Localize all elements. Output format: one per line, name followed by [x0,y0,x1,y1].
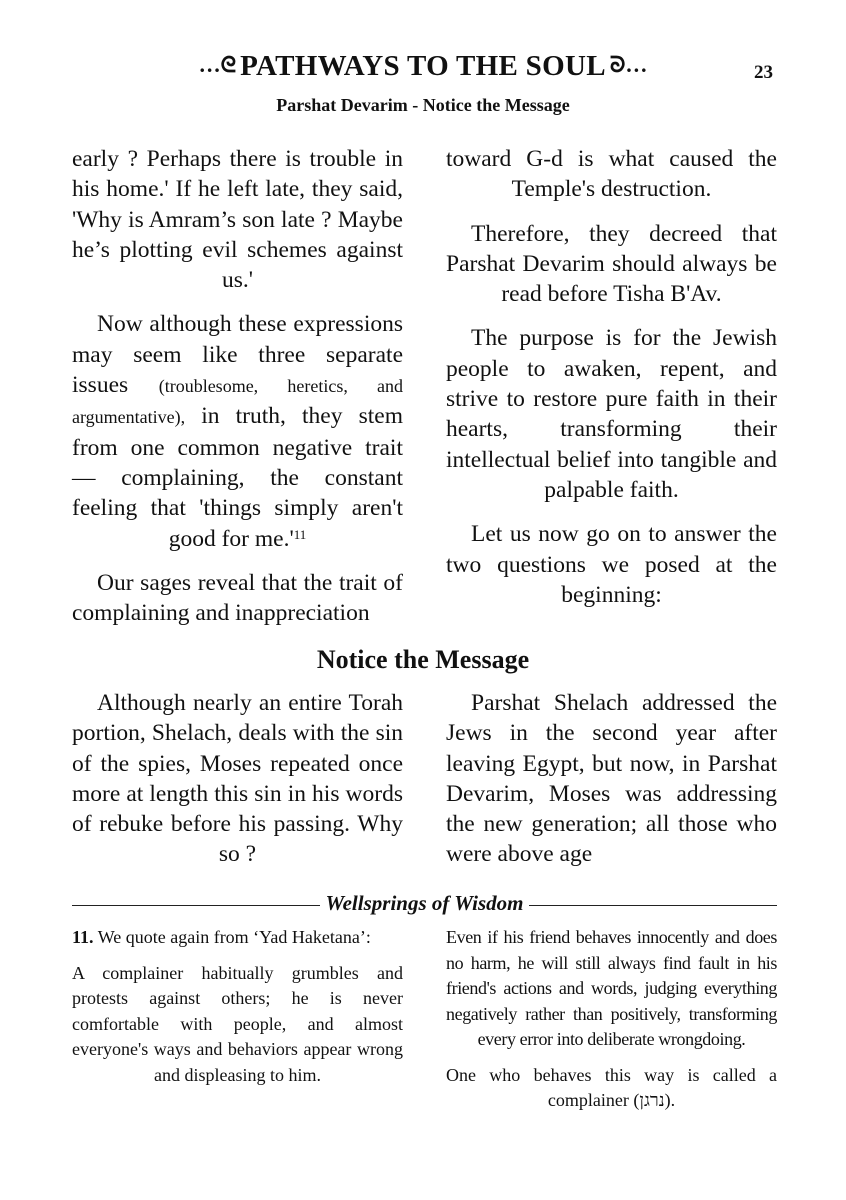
paragraph [72,309,403,553]
ornament-right-icon: ᘐ… [609,52,648,77]
paragraph: toward G-d is what caused the Temple's destruction. [446,146,777,203]
footnote-number: 11. [72,927,94,947]
chapter-subtitle: Parshat Devarim - Notice the Message [276,95,570,115]
text-run: Now although these expressions may seem like three separate issues [72,311,403,399]
divider-label: Wellsprings of Wisdom [320,891,530,915]
footnote-divider [72,893,777,917]
footnote-paragraph: A complainer habitually grumbles and protests against others; he is never comfortable with people, and almost everyone's ways and behaviors appear wrong and displeasing to him. [72,962,403,1085]
paragraph: The purpose is for the Jewish people to awaken, repent, and strive to restore pure faith in their hearts, transforming their intellectual belief into tangible and palpable faith. [446,325,777,503]
paragraph: early ? Perhaps there is trouble in his home.' If he left late, they said, 'Why is Amram’s son late ? Maybe he’s plotting evil schemes against us.' [72,146,403,294]
footnote-marker: 11 [293,526,307,542]
column-right-top [446,144,777,624]
book-title: PATHWAYS TO THE SOUL [240,50,606,82]
section-heading: Notice the Message [316,645,530,674]
paragraph: Our sages reveal that the trait of complaining and inappreciation [72,569,403,627]
column-left-bottom [72,688,403,884]
paragraph: Let us now go on to answer the two questions we posed at the beginning: [446,521,777,608]
page-number: 23 [754,62,773,83]
paragraph: Parshat Shelach addressed the Jews in the second year after leaving Egypt, but now, in Parshat Devarim, Moses was addressing the new generation; all those who were above age [446,690,777,868]
ornament-left-icon: …ᘓ [198,52,237,77]
parenthetical: (troublesome, heretics, and argumentative), [72,376,403,428]
footnote-column-right [446,925,777,1124]
footnote-paragraph: One who behaves this way is called a complainer (נרגן). [446,1064,777,1110]
column-left-top [72,144,403,642]
text-run: in truth, they stem from one common negative trait — complaining, the constant feeling that 'things simply aren't good for me.' [72,403,403,552]
running-header [0,50,846,83]
footnote-paragraph: Even if his friend behaves innocently and does no harm, he will still always find fault in his friend's actions and words, judging everything negatively rather than positively, transforming every error into deliberate wrongdoing. [446,927,777,1049]
column-right-bottom [446,688,777,884]
paragraph: Therefore, they decreed that Parshat Devarim should always be read before Tisha B'Av. [446,220,777,308]
footnote-column-left [72,925,403,1098]
text-run: We quote again from ‘Yad Haketana’: [93,927,371,947]
footnote-intro [72,925,403,951]
paragraph: Although nearly an entire Torah portion, Shelach, deals with the sin of the spies, Moses repeated once more at length this sin in his words of rebuke before his passing. Why so ? [72,690,403,868]
